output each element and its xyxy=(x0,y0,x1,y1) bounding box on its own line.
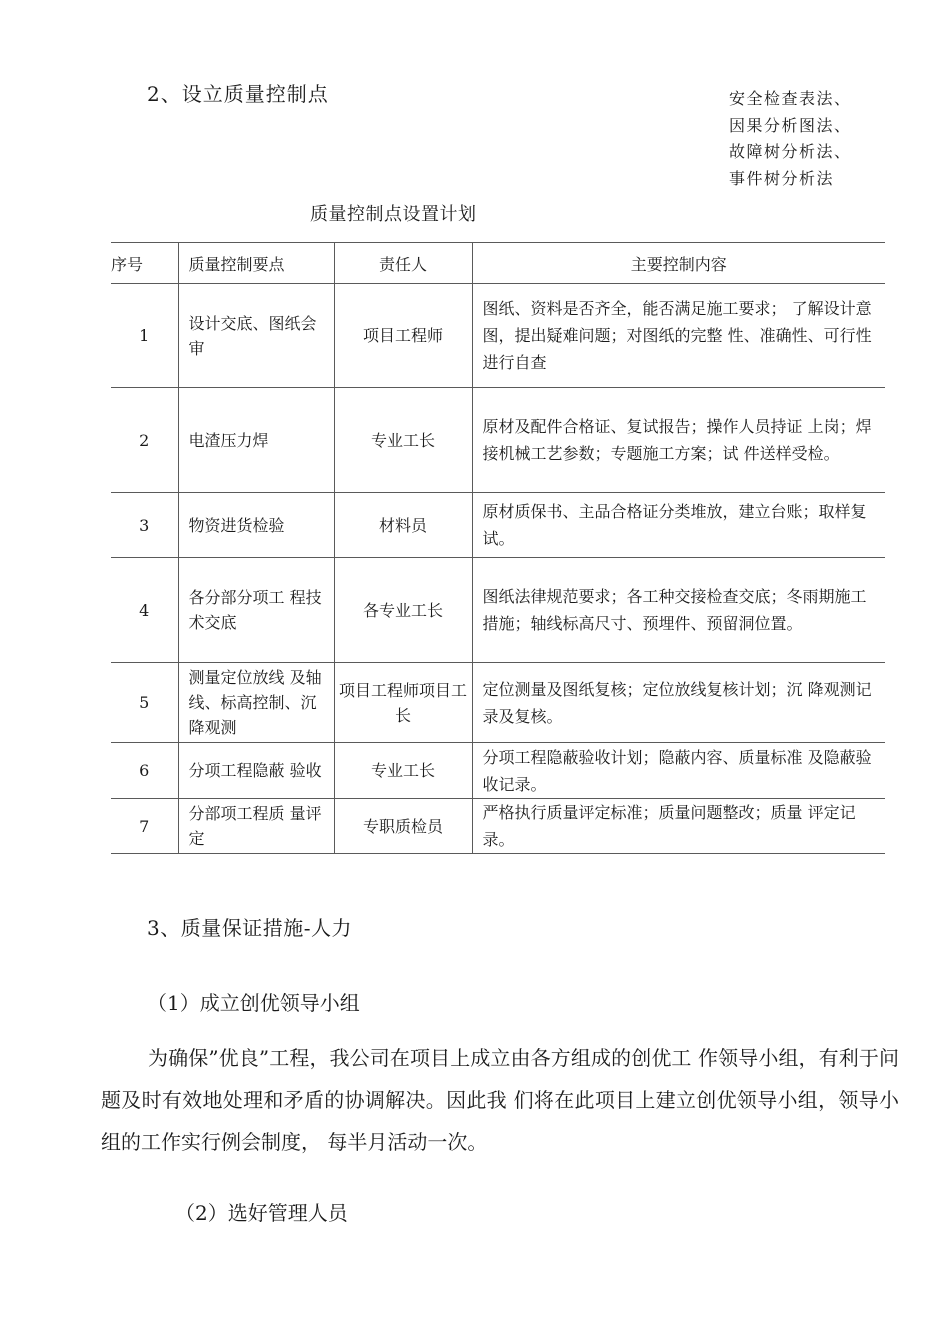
row-content: 定位测量及图纸复核；定位放线复核计划；沉 降观测记录及复核。 xyxy=(472,663,885,743)
row-no: 7 xyxy=(111,799,178,854)
table-row xyxy=(111,493,885,558)
row-control-point: 分部项工程质 量评定 xyxy=(178,799,334,854)
row-responsible: 各专业工长 xyxy=(334,558,472,663)
table-row xyxy=(111,558,885,663)
method-item: 因果分析图法、 xyxy=(729,115,852,135)
row-responsible: 项目工程师项目工长 xyxy=(334,663,472,743)
row-no: 5 xyxy=(111,663,178,743)
row-responsible: 项目工程师 xyxy=(334,284,472,388)
method-item: 安全检查表法、 xyxy=(729,89,852,108)
row-responsible: 专业工长 xyxy=(334,743,472,799)
row-responsible: 专业工长 xyxy=(334,388,472,493)
row-control-point: 分项工程隐蔽 验收 xyxy=(178,743,334,799)
row-no: 4 xyxy=(111,558,178,663)
row-content: 分项工程隐蔽验收计划；隐蔽内容、质量标准 及隐蔽验收记录。 xyxy=(472,743,885,799)
body-paragraph: 为确保”优良”工程，我公司在项目上成立由各方组成的创优工 作领导小组，有利于问题及时有效地处理和矛盾的协调解决。因此我 们将在此项目上建立创优领导小组，领导小组的工作实行例会制度， 每半月活动一次。 xyxy=(101,1046,899,1154)
row-control-point: 电渣压力焊 xyxy=(178,388,334,493)
row-responsible: 专职质检员 xyxy=(334,799,472,854)
row-content: 图纸法律规范要求；各工种交接检查交底；冬雨期施工措施；轴线标高尺寸、预埋件、预留洞位置。 xyxy=(472,558,885,663)
row-responsible: 材料员 xyxy=(334,493,472,558)
row-no: 2 xyxy=(111,388,178,493)
table-title: 质量控制点设置计划 xyxy=(310,204,477,225)
row-control-point: 物资进货检验 xyxy=(178,493,334,558)
table-row xyxy=(111,388,885,493)
subsection-1-heading: （1）成立创优领导小组 xyxy=(147,991,360,1015)
table-row xyxy=(111,663,885,743)
method-item: 事件树分析法 xyxy=(729,168,835,188)
method-item: 故障树分析法、 xyxy=(729,142,852,161)
row-control-point: 设计交底、图纸会审 xyxy=(178,284,334,388)
row-no: 1 xyxy=(111,284,178,388)
header-no: 序号 xyxy=(111,243,178,284)
table-row xyxy=(111,799,885,854)
header-content: 主要控制内容 xyxy=(472,243,885,284)
row-control-point: 测量定位放线 及轴线、标高控制、沉降观测 xyxy=(178,663,334,743)
row-no: 6 xyxy=(111,743,178,799)
row-no: 3 xyxy=(111,493,178,558)
header-responsible: 责任人 xyxy=(334,243,472,284)
table-row xyxy=(111,743,885,799)
row-content: 原材及配件合格证、复试报告；操作人员持证 上岗；焊接机械工艺参数；专题施工方案；试 件送样受检。 xyxy=(472,388,885,493)
section-3-heading: 3、质量保证措施-人力 xyxy=(147,916,352,940)
header-control-point: 质量控制要点 xyxy=(178,243,334,284)
table-header-row xyxy=(111,243,885,284)
quality-control-table xyxy=(111,242,885,854)
section-2-heading: 2、设立质量控制点 xyxy=(147,82,329,106)
row-content: 严格执行质量评定标准；质量问题整改；质量 评定记录。 xyxy=(472,799,885,854)
analysis-methods-list xyxy=(729,86,852,192)
subsection-2-heading: （2）选好管理人员 xyxy=(175,1201,348,1225)
row-content: 图纸、资料是否齐全，能否满足施工要求； 了解设计意图，提出疑难问题；对图纸的完整 性、准确性、可行性进行自查 xyxy=(472,284,885,388)
row-content: 原材质保书、主品合格证分类堆放，建立台账；取样复试。 xyxy=(472,493,885,558)
row-control-point: 各分部分项工 程技术交底 xyxy=(178,558,334,663)
table-row xyxy=(111,284,885,388)
